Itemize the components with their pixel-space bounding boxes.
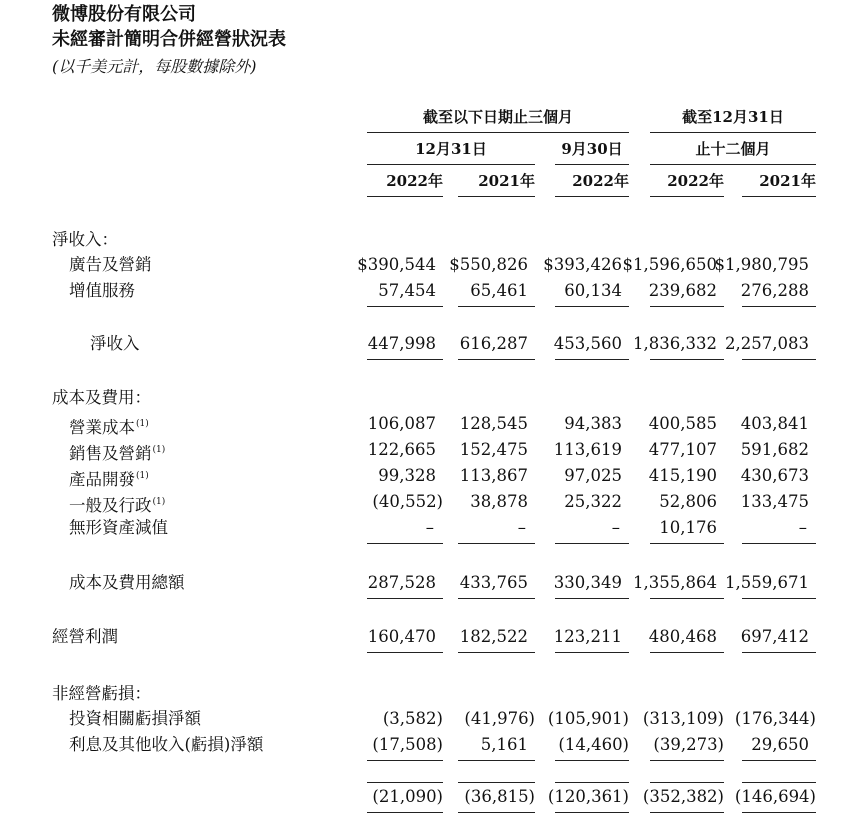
total-rule bbox=[555, 812, 629, 813]
table-cell: (3,582) bbox=[382, 709, 443, 728]
header-rule bbox=[367, 196, 443, 197]
table-cell: $1,980,795 bbox=[714, 255, 809, 274]
subtotal-rule bbox=[367, 359, 443, 360]
subtotal-rule bbox=[555, 359, 629, 360]
table-cell: 1,559,671 bbox=[725, 573, 809, 592]
subtotal-rule bbox=[650, 760, 724, 761]
header-rule bbox=[650, 164, 816, 165]
table-cell: 65,461 bbox=[470, 281, 528, 300]
table-cell: 330,349 bbox=[553, 573, 622, 592]
subtotal-rule bbox=[555, 543, 629, 544]
header-rule bbox=[367, 132, 629, 133]
table-cell: (14,460) bbox=[558, 735, 629, 754]
table-cell: 60,134 bbox=[564, 281, 622, 300]
table-cell: $393,426 bbox=[543, 255, 622, 274]
table-cell: 122,665 bbox=[367, 440, 436, 459]
row-label-investment-loss: 投資相關虧損淨額 bbox=[69, 709, 201, 728]
table-cell: 453,560 bbox=[553, 334, 622, 353]
subtotal-rule bbox=[650, 359, 724, 360]
table-cell: 160,470 bbox=[367, 627, 436, 646]
subtotal-rule bbox=[742, 359, 816, 360]
table-cell: 52,806 bbox=[659, 492, 717, 511]
table-cell: 10,176 bbox=[659, 518, 717, 537]
table-cell: 106,087 bbox=[367, 414, 436, 433]
table-cell: – bbox=[611, 518, 620, 537]
table-cell: 697,412 bbox=[740, 627, 809, 646]
table-cell: 415,190 bbox=[648, 466, 717, 485]
table-cell: 447,998 bbox=[367, 334, 436, 353]
header-rule bbox=[367, 164, 535, 165]
subtotal-rule bbox=[650, 543, 724, 544]
row-label-general-admin: 一般及行政$^{(1)}$ bbox=[69, 496, 166, 515]
subtotal-rule bbox=[367, 598, 443, 599]
subtotal-rule bbox=[367, 782, 443, 783]
table-cell: 480,468 bbox=[648, 627, 717, 646]
header-year-ended: 截至12月31日 bbox=[682, 108, 784, 126]
table-cell: 94,383 bbox=[564, 414, 622, 433]
table-cell: (41,976) bbox=[464, 709, 535, 728]
total-rule bbox=[742, 812, 816, 813]
header-year: 2021年 bbox=[478, 172, 535, 190]
total-rule bbox=[367, 812, 443, 813]
subtotal-rule bbox=[650, 782, 724, 783]
subtotal-rule bbox=[458, 760, 535, 761]
table-cell: 38,878 bbox=[470, 492, 528, 511]
subtotal-rule bbox=[742, 543, 816, 544]
header-sep30: 9月30日 bbox=[561, 140, 623, 158]
subtotal-rule bbox=[458, 543, 535, 544]
row-label-operating-income: 經營利潤 bbox=[52, 627, 118, 646]
unit-note: (以千美元計，每股數據除外) bbox=[52, 57, 257, 76]
row-label-vas: 增值服務 bbox=[69, 281, 135, 300]
subtotal-rule bbox=[367, 543, 443, 544]
row-label-product-development: 產品開發$^{(1)}$ bbox=[69, 470, 149, 489]
subtotal-rule bbox=[555, 760, 629, 761]
header-rule bbox=[650, 132, 816, 133]
table-cell: (17,508) bbox=[372, 735, 443, 754]
table-cell: 182,522 bbox=[459, 627, 528, 646]
table-cell: (176,344) bbox=[734, 709, 816, 728]
subtotal-rule bbox=[555, 306, 629, 307]
header-year: 2022年 bbox=[572, 172, 629, 190]
table-cell: 287,528 bbox=[367, 573, 436, 592]
table-cell: 477,107 bbox=[648, 440, 717, 459]
table-cell: 29,650 bbox=[751, 735, 809, 754]
table-cell: 433,765 bbox=[459, 573, 528, 592]
row-label-total-costs: 成本及費用總額 bbox=[69, 573, 185, 592]
subtotal-rule bbox=[742, 652, 816, 653]
table-cell: $1,596,650 bbox=[622, 255, 717, 274]
statement-title: 未經審計簡明合併經營狀況表 bbox=[52, 29, 286, 50]
table-cell: (120,361) bbox=[547, 787, 629, 806]
subtotal-rule bbox=[742, 306, 816, 307]
row-label-interest-other: 利息及其他收入(虧損)淨額 bbox=[69, 735, 264, 754]
row-label-cost-of-revenues: 營業成本$^{(1)}$ bbox=[69, 418, 149, 437]
table-cell: (21,090) bbox=[372, 787, 443, 806]
subtotal-rule bbox=[458, 782, 535, 783]
table-cell: 2,257,083 bbox=[725, 334, 809, 353]
subtotal-rule bbox=[458, 306, 535, 307]
subtotal-rule bbox=[458, 598, 535, 599]
table-cell: 1,355,864 bbox=[633, 573, 717, 592]
header-year: 2022年 bbox=[667, 172, 724, 190]
subtotal-rule bbox=[458, 652, 535, 653]
header-rule bbox=[555, 196, 629, 197]
table-cell: 239,682 bbox=[648, 281, 717, 300]
table-cell: (313,109) bbox=[642, 709, 724, 728]
table-cell: $390,544 bbox=[357, 255, 436, 274]
subtotal-rule bbox=[650, 652, 724, 653]
header-rule bbox=[742, 196, 816, 197]
header-twelve-months: 止十二個月 bbox=[695, 140, 771, 158]
table-cell: (39,273) bbox=[653, 735, 724, 754]
table-cell: – bbox=[517, 518, 526, 537]
total-rule bbox=[458, 812, 535, 813]
subtotal-rule bbox=[367, 760, 443, 761]
subtotal-rule bbox=[742, 782, 816, 783]
header-year: 2021年 bbox=[759, 172, 816, 190]
table-cell: 403,841 bbox=[740, 414, 809, 433]
table-cell: 113,619 bbox=[553, 440, 622, 459]
table-cell: 616,287 bbox=[459, 334, 528, 353]
header-rule bbox=[650, 196, 724, 197]
total-rule bbox=[650, 812, 724, 813]
company-name: 微博股份有限公司 bbox=[52, 4, 196, 25]
subtotal-rule bbox=[367, 652, 443, 653]
table-cell: 400,585 bbox=[648, 414, 717, 433]
table-cell: (40,552) bbox=[372, 492, 443, 511]
subtotal-rule bbox=[458, 359, 535, 360]
table-cell: 99,328 bbox=[378, 466, 436, 485]
subtotal-rule bbox=[742, 598, 816, 599]
section-non-operating: 非經營虧損： bbox=[52, 684, 151, 703]
table-cell: (105,901) bbox=[547, 709, 629, 728]
header-rule bbox=[555, 164, 629, 165]
table-cell: – bbox=[798, 518, 807, 537]
table-cell: 430,673 bbox=[740, 466, 809, 485]
subtotal-rule bbox=[555, 598, 629, 599]
table-cell: 133,475 bbox=[740, 492, 809, 511]
section-net-revenues: 淨收入： bbox=[52, 230, 118, 249]
table-cell: 5,161 bbox=[480, 735, 528, 754]
subtotal-rule bbox=[650, 598, 724, 599]
subtotal-rule bbox=[555, 652, 629, 653]
table-cell: $550,826 bbox=[449, 255, 528, 274]
table-cell: 276,288 bbox=[740, 281, 809, 300]
table-cell: 128,545 bbox=[459, 414, 528, 433]
table-cell: 97,025 bbox=[564, 466, 622, 485]
row-label-impairment: 無形資產減值 bbox=[69, 518, 168, 537]
table-cell: (36,815) bbox=[464, 787, 535, 806]
section-costs: 成本及費用： bbox=[52, 388, 151, 407]
subtotal-rule bbox=[650, 306, 724, 307]
table-cell: 1,836,332 bbox=[633, 334, 717, 353]
header-year: 2022年 bbox=[386, 172, 443, 190]
subtotal-rule bbox=[367, 306, 443, 307]
table-cell: 591,682 bbox=[740, 440, 809, 459]
row-label-advertising: 廣告及營銷 bbox=[69, 255, 152, 274]
table-cell: 57,454 bbox=[378, 281, 436, 300]
table-cell: 123,211 bbox=[553, 627, 622, 646]
table-cell: 152,475 bbox=[459, 440, 528, 459]
table-cell: (146,694) bbox=[734, 787, 816, 806]
header-rule bbox=[458, 196, 535, 197]
row-label-sales-marketing: 銷售及營銷$^{(1)}$ bbox=[69, 444, 166, 463]
subtotal-rule bbox=[555, 782, 629, 783]
header-dec31: 12月31日 bbox=[415, 140, 487, 158]
subtotal-rule bbox=[742, 760, 816, 761]
header-three-months: 截至以下日期止三個月 bbox=[422, 108, 573, 126]
row-label-net-revenues: 淨收入 bbox=[90, 334, 140, 353]
table-cell: 25,322 bbox=[564, 492, 622, 511]
table-cell: 113,867 bbox=[459, 466, 528, 485]
table-cell: – bbox=[425, 518, 434, 537]
table-cell: (352,382) bbox=[642, 787, 724, 806]
